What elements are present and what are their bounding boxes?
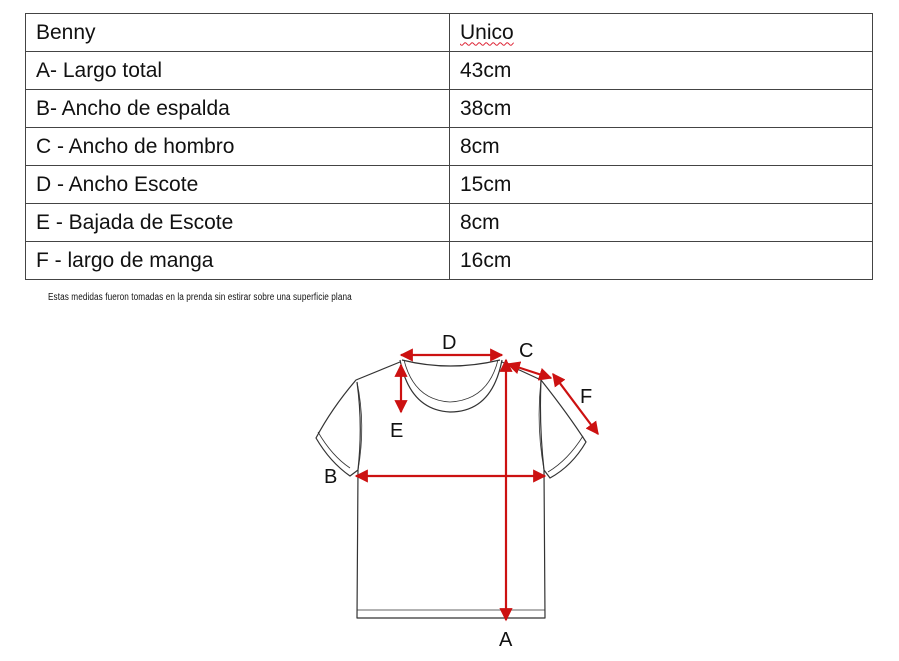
row-value: 43cm <box>450 52 873 90</box>
row-label: E - Bajada de Escote <box>26 204 450 242</box>
row-value: 8cm <box>450 204 873 242</box>
row-value: 16cm <box>450 242 873 280</box>
label-e: E <box>390 420 404 442</box>
row-value: 38cm <box>450 90 873 128</box>
label-b: B <box>324 466 338 488</box>
row-value: 8cm <box>450 128 873 166</box>
row-label: B- Ancho de espalda <box>26 90 450 128</box>
arrow-c <box>508 364 551 378</box>
row-label: C - Ancho de hombro <box>26 128 450 166</box>
measurement-arrows <box>356 355 598 620</box>
row-label: F - largo de manga <box>26 242 450 280</box>
measurement-note: Estas medidas fueron tomadas en la prenda sin estirar sobre una superficie plana <box>48 292 352 303</box>
label-f: F <box>580 386 593 408</box>
row-label: A- Largo total <box>26 52 450 90</box>
measurement-labels <box>324 332 592 651</box>
label-c: C <box>519 340 534 362</box>
tshirt-outline <box>316 360 586 618</box>
label-d: D <box>442 332 457 354</box>
row-label: D - Ancho Escote <box>26 166 450 204</box>
label-a: A <box>499 629 513 651</box>
header-size-label: Unico <box>460 20 514 44</box>
row-value: 15cm <box>450 166 873 204</box>
header-name-cell: Benny <box>26 14 450 52</box>
